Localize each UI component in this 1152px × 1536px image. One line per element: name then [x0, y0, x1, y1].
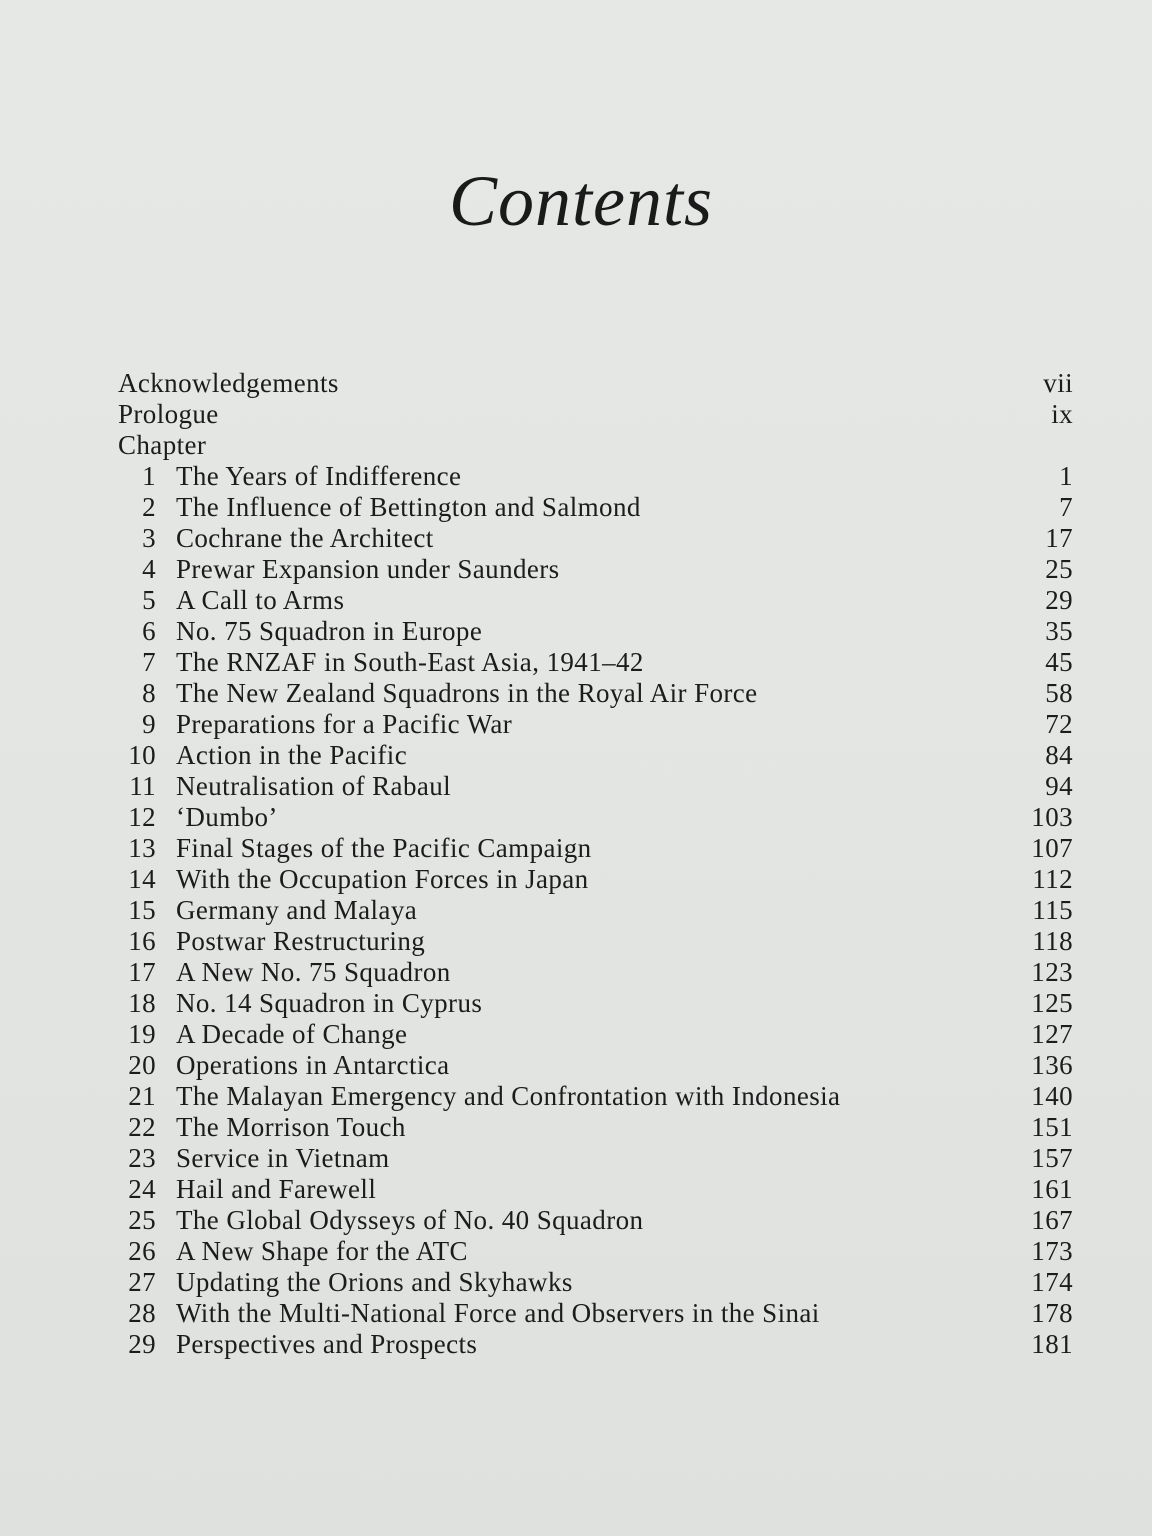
- chapter-title: No. 14 Squadron in Cyprus: [176, 988, 483, 1018]
- chapter-number: 24: [128, 1174, 156, 1204]
- chapter-title: The New Zealand Squadrons in the Royal Air Force: [176, 678, 758, 708]
- toc-row-chapter: [118, 585, 1073, 616]
- chapter-title: Hail and Farewell: [176, 1174, 377, 1204]
- toc-row-chapter-heading: [118, 430, 1073, 461]
- chapter-title: The Years of Indifference: [176, 461, 462, 491]
- toc-page-number: 123: [1031, 957, 1073, 987]
- chapter-title: Operations in Antarctica: [176, 1050, 450, 1080]
- chapter-title: The Morrison Touch: [176, 1112, 406, 1142]
- chapter-number: 1: [142, 461, 156, 491]
- toc-row-chapter: [118, 1205, 1073, 1236]
- chapter-number: 26: [128, 1236, 156, 1266]
- chapter-title: Service in Vietnam: [176, 1143, 390, 1173]
- chapter-number: 6: [142, 616, 156, 646]
- chapter-number: 4: [142, 554, 156, 584]
- chapter-number: 22: [128, 1112, 156, 1142]
- chapter-number: 19: [128, 1019, 156, 1049]
- toc-page-number: 58: [1045, 678, 1073, 708]
- chapter-number: 15: [128, 895, 156, 925]
- toc-row-chapter: [118, 709, 1073, 740]
- chapter-title: The RNZAF in South-East Asia, 1941–42: [176, 647, 644, 677]
- toc-page-number: 136: [1031, 1050, 1073, 1080]
- chapter-number: 3: [142, 523, 156, 553]
- toc-row-prologue: [118, 399, 1073, 430]
- toc-page-number: 151: [1031, 1112, 1073, 1142]
- chapter-number: 23: [128, 1143, 156, 1173]
- chapter-title: Updating the Orions and Skyhawks: [176, 1267, 573, 1297]
- toc-row-chapter: [118, 678, 1073, 709]
- toc-row-chapter: [118, 1019, 1073, 1050]
- table-of-contents: [118, 368, 1073, 1360]
- chapter-list: [118, 461, 1073, 1360]
- toc-row-chapter: [118, 1329, 1073, 1360]
- toc-page-number: ix: [1051, 399, 1073, 429]
- chapter-title: The Malayan Emergency and Confrontation with Indonesia: [176, 1081, 841, 1111]
- toc-page-number: 107: [1031, 833, 1073, 863]
- toc-page-number: 35: [1045, 616, 1073, 646]
- toc-page-number: 173: [1031, 1236, 1073, 1266]
- toc-row-chapter: [118, 833, 1073, 864]
- toc-page-number: 118: [1032, 926, 1073, 956]
- toc-page-number: 127: [1031, 1019, 1073, 1049]
- chapter-title: A New No. 75 Squadron: [176, 957, 451, 987]
- toc-row-chapter: [118, 864, 1073, 895]
- chapter-number: 20: [128, 1050, 156, 1080]
- toc-page-number: 178: [1031, 1298, 1073, 1328]
- chapter-title: The Global Odysseys of No. 40 Squadron: [176, 1205, 644, 1235]
- toc-row-chapter: [118, 647, 1073, 678]
- chapter-number: 25: [128, 1205, 156, 1235]
- chapter-title: Preparations for a Pacific War: [176, 709, 513, 739]
- toc-label: Prologue: [118, 399, 219, 429]
- toc-page-number: 1: [1059, 461, 1073, 491]
- toc-page-number: 125: [1031, 988, 1073, 1018]
- chapter-number: 16: [128, 926, 156, 956]
- chapter-title: No. 75 Squadron in Europe: [176, 616, 483, 646]
- toc-row-chapter: [118, 771, 1073, 802]
- toc-row-chapter: [118, 957, 1073, 988]
- chapter-number: 13: [128, 833, 156, 863]
- chapter-title: With the Occupation Forces in Japan: [176, 864, 589, 894]
- chapter-title: Prewar Expansion under Saunders: [176, 554, 560, 584]
- chapter-number: 9: [142, 709, 156, 739]
- toc-row-chapter: [118, 1174, 1073, 1205]
- toc-label: Chapter: [118, 430, 207, 460]
- toc-page-number: 103: [1031, 802, 1073, 832]
- chapter-title: Cochrane the Architect: [176, 523, 434, 553]
- chapter-number: 14: [128, 864, 156, 894]
- toc-row-chapter: [118, 1236, 1073, 1267]
- chapter-title: A Call to Arms: [176, 585, 345, 615]
- chapter-title: Neutralisation of Rabaul: [176, 771, 452, 801]
- toc-page-number: 167: [1031, 1205, 1073, 1235]
- toc-row-acknowledgements: [118, 368, 1073, 399]
- toc-page-number: 84: [1045, 740, 1073, 770]
- chapter-number: 17: [128, 957, 156, 987]
- chapter-number: 27: [128, 1267, 156, 1297]
- toc-row-chapter: [118, 461, 1073, 492]
- toc-page-number: 29: [1045, 585, 1073, 615]
- toc-page-number: 72: [1045, 709, 1073, 739]
- chapter-title: Perspectives and Prospects: [176, 1329, 478, 1359]
- toc-row-chapter: [118, 1050, 1073, 1081]
- toc-page-number: 45: [1045, 647, 1073, 677]
- toc-row-chapter: [118, 1143, 1073, 1174]
- toc-page-number: 25: [1045, 554, 1073, 584]
- chapter-number: 7: [142, 647, 156, 677]
- chapter-number: 2: [142, 492, 156, 522]
- toc-page-number: 17: [1045, 523, 1073, 553]
- toc-label: Acknowledgements: [118, 368, 339, 398]
- toc-row-chapter: [118, 740, 1073, 771]
- chapter-number: 29: [128, 1329, 156, 1359]
- chapter-number: 5: [142, 585, 156, 615]
- toc-row-chapter: [118, 523, 1073, 554]
- chapter-number: 11: [129, 771, 156, 801]
- toc-row-chapter: [118, 926, 1073, 957]
- toc-row-chapter: [118, 1267, 1073, 1298]
- chapter-number: 12: [128, 802, 156, 832]
- chapter-title: A Decade of Change: [176, 1019, 408, 1049]
- chapter-number: 10: [128, 740, 156, 770]
- page-title: Contents: [448, 161, 713, 241]
- chapter-title: The Influence of Bettington and Salmond: [176, 492, 641, 522]
- toc-row-chapter: [118, 895, 1073, 926]
- toc-row-chapter: [118, 802, 1073, 833]
- chapter-title: Germany and Malaya: [176, 895, 418, 925]
- chapter-number: 21: [128, 1081, 156, 1111]
- toc-page-number: 140: [1031, 1081, 1073, 1111]
- toc-page-number: 174: [1031, 1267, 1073, 1297]
- chapter-number: 18: [128, 988, 156, 1018]
- toc-page-number: 157: [1031, 1143, 1073, 1173]
- chapter-number: 8: [142, 678, 156, 708]
- toc-row-chapter: [118, 1298, 1073, 1329]
- chapter-number: 28: [128, 1298, 156, 1328]
- chapter-title: ‘Dumbo’: [176, 802, 278, 832]
- chapter-title: Final Stages of the Pacific Campaign: [176, 833, 592, 863]
- toc-page-number: vii: [1043, 368, 1073, 398]
- chapter-title: Postwar Restructuring: [176, 926, 426, 956]
- toc-row-chapter: [118, 616, 1073, 647]
- toc-row-chapter: [118, 492, 1073, 523]
- toc-page-number: 181: [1031, 1329, 1073, 1359]
- chapter-title: A New Shape for the ATC: [176, 1236, 468, 1266]
- toc-row-chapter: [118, 554, 1073, 585]
- chapter-title: With the Multi-National Force and Observers in the Sinai: [176, 1298, 820, 1328]
- toc-page-number: 115: [1032, 895, 1073, 925]
- toc-page-number: 94: [1045, 771, 1073, 801]
- toc-page-number: 7: [1059, 492, 1073, 522]
- toc-row-chapter: [118, 1081, 1073, 1112]
- chapter-title: Action in the Pacific: [176, 740, 408, 770]
- toc-row-chapter: [118, 1112, 1073, 1143]
- toc-page-number: 112: [1032, 864, 1073, 894]
- toc-page-number: 161: [1031, 1174, 1073, 1204]
- toc-row-chapter: [118, 988, 1073, 1019]
